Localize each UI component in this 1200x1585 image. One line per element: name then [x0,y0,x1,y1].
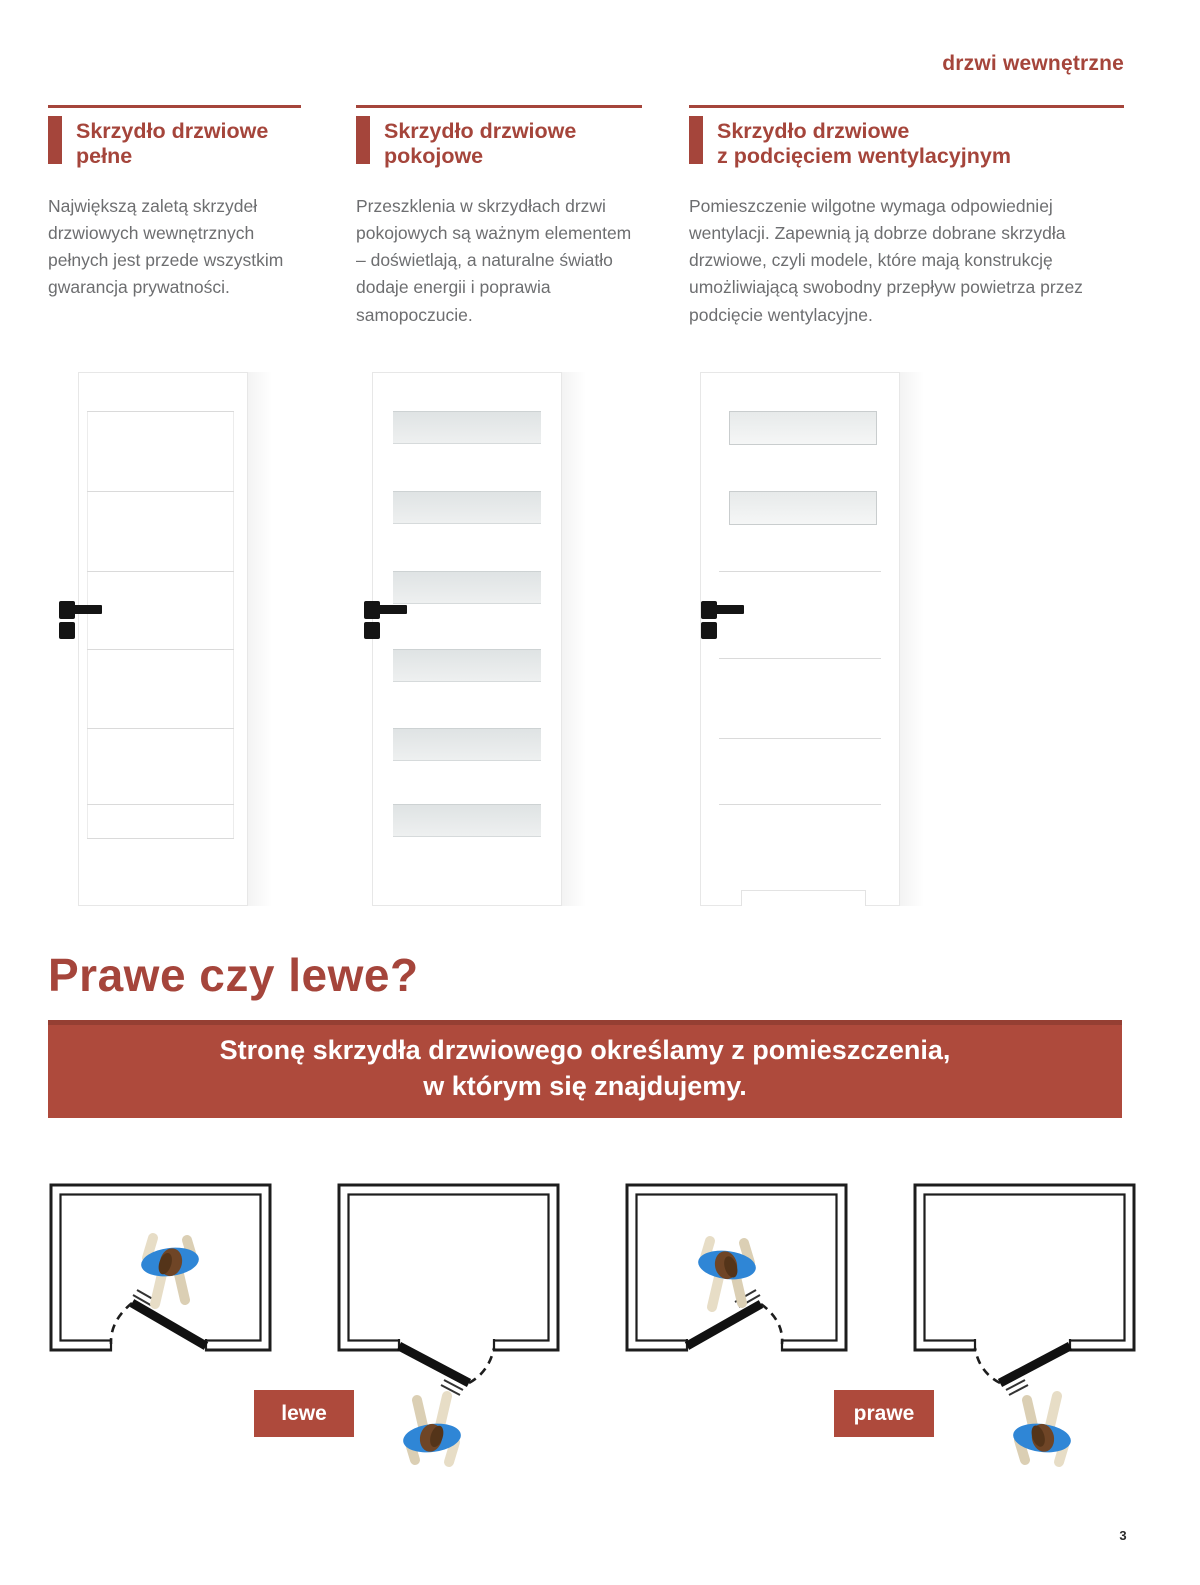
glass-strip [393,571,541,604]
diagram-right-door-inside [624,1182,852,1492]
door-image-full [78,372,248,906]
door-image-room [372,372,562,906]
section-header [356,108,642,169]
glass-strip [729,491,877,525]
glass-strip [393,491,541,524]
door-type-section-vent [689,105,1124,329]
heading-accent-bar [356,116,370,164]
person-top-view-icon [402,1396,463,1462]
door-type-section-full [48,105,301,302]
door-type-description: Pomieszczenie wilgotne wymaga odpowiedniej wentylacji. Zapewnią ją dobrze dobrane skrzydła drzwiowe, czyli modele, które mają konstrukcję umożliwiającą swobodny przepływ powietrza przez podcięcie wentylacyjne. [689,196,1083,325]
glass-strip [393,728,541,761]
section-header [689,108,1124,169]
person-top-view-icon [697,1241,758,1307]
label-left-doors: lewe [254,1390,354,1437]
banner-line-1: Stronę skrzydła drzwiowego określamy z pomieszczenia, [219,1035,951,1066]
glass-strip [393,649,541,682]
door-type-title: Skrzydło drzwiowe pełne [76,119,269,168]
heading-accent-bar [48,116,62,164]
diagram-left-door-outside [336,1182,564,1492]
door-handle-icon [59,601,105,641]
label-right-doors: prawe [834,1390,934,1437]
person-top-view-icon [1012,1396,1073,1462]
door-type-section-room [356,105,642,329]
door-type-title: Skrzydło drzwiowe pokojowe [384,119,577,168]
door-image-vent [700,372,900,906]
page-tag: drzwi wewnętrzne [942,52,1124,75]
person-top-view-icon [140,1238,201,1304]
door-type-title: Skrzydło drzwiowe z podcięciem wentylacyjnym [717,119,1011,168]
page-number: 3 [1119,1528,1127,1543]
orientation-banner [48,1020,1122,1118]
room-outline [915,1185,1134,1350]
door-handle-icon [364,601,410,641]
banner-line-2: w którym się znajdujemy. [423,1071,747,1101]
diagram-right-door-outside [912,1182,1140,1492]
glass-strip [393,804,541,837]
glass-strip [729,411,877,445]
section-header [48,108,301,169]
door-type-description: Największą zaletą skrzydeł drzwiowych wewnętrznych pełnych jest przede wszystkim gwarancja prywatności. [48,196,284,298]
orientation-heading: Prawe czy lewe? [48,949,419,1001]
door-type-description: Przeszklenia w skrzydłach drzwi pokojowych są ważnym elementem – doświetlają, a naturalne światło dodaje energii i poprawia samopoczucie. [356,196,632,325]
ventilation-undercut [741,890,866,906]
door-handle-icon [701,601,747,641]
room-outline [339,1185,558,1350]
heading-accent-bar [689,116,703,164]
diagram-left-door-inside [48,1182,276,1492]
glass-strip [393,411,541,444]
